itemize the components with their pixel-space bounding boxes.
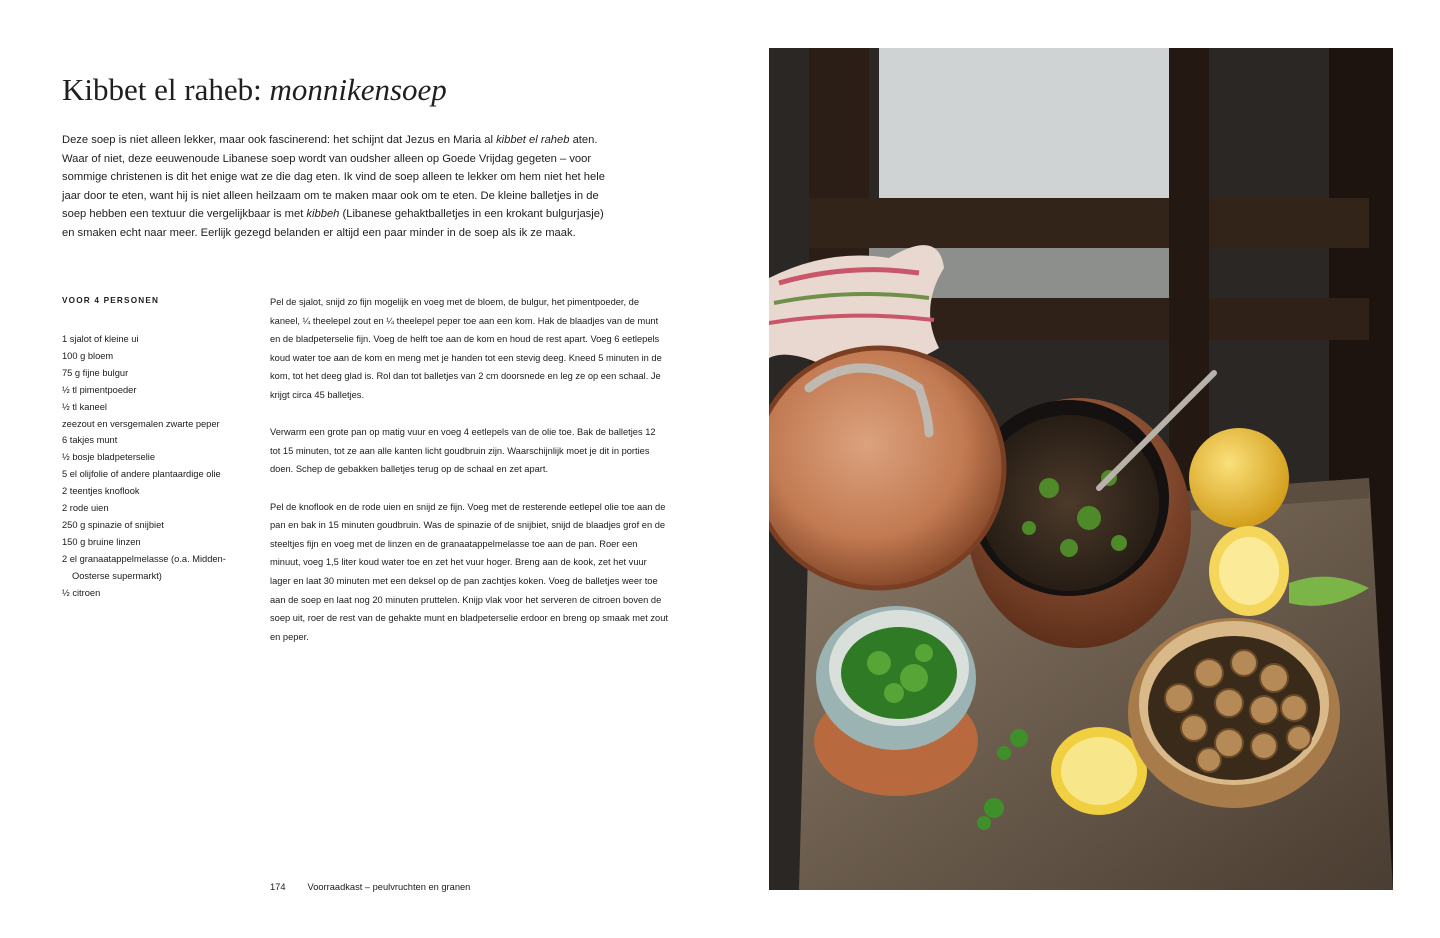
- ingredient-list: [62, 331, 252, 602]
- page-number: 174: [270, 882, 286, 892]
- intro-text: Deze soep is niet alleen lekker, maar ook fascinerend: het schijnt dat Jezus en Maria al: [62, 134, 497, 146]
- ingredient-item: 2 rode uien: [62, 503, 109, 514]
- intro-emphasis: kibbet el raheb: [496, 134, 570, 146]
- method-step: Pel de sjalot, snijd zo fijn mogelijk en voeg met de bloem, de bulgur, het pimentpoeder, de kaneel, ¼ theelepel zout en ¼ theelepel peper toe aan een kom. Hak de blaadjes van de munt en de bladpeterselie fijn. Voeg de helft toe aan de kom en houd de rest apart. Voeg 6 eetlepels koud water toe aan de kom en meng met je handen tot een stevig deeg. Kneed 5 minuten in de kom, tot het deeg glad is. Rol dan tot balletjes van 2 cm doorsnede en leg ze op een schaal. Je krijgt circa 45 balletjes.: [270, 297, 662, 400]
- recipe-title-main: Kibbet el raheb:: [62, 72, 262, 107]
- ingredient-item: 2 el granaatappelmelasse (o.a. Midden-Oosterse supermarkt): [62, 553, 226, 581]
- section-name: Voorraadkast – peulvruchten en granen: [307, 882, 471, 892]
- method-step: Verwarm een grote pan op matig vuur en voeg 4 eetlepels van de olie toe. Bak de balletjes 12 tot 15 minuten, tot ze aan alle kanten licht goudbruin zijn. Waarschijnlijk moet je dit in porties doen. Schep de gebakken balletjes terug op de schaal en zet apart.: [270, 427, 656, 475]
- method-step: Pel de knoflook en de rode uien en snijd ze fijn. Voeg met de resterende eetlepel olie toe aan de pan en bak in 15 minuten goudbruin. Was de spinazie of de snijbiet, snijd de blaadjes grof en de steeltjes fijn en voeg met de linzen en de granaatappelmelasse toe aan de pan. Roer een minuut, voeg 1,5 liter koud water toe en zet het vuur hoger. Breng aan de kook, zet het vuur lager en laat 30 minuten met een deksel op de pan zachtjes koken. Voeg de balletjes weer toe aan de soep en laat nog 20 minuten pruttelen. Knijp vlak voor het serveren de citroen boven de soep uit, roer de rest van de gehakte munt en bladpeterselie erdoor en breng op smaak met zout en peper.: [270, 501, 668, 642]
- serving-size: VOOR 4 PERSONEN: [62, 296, 160, 305]
- soup-photo: [769, 48, 1393, 890]
- ingredient-item: 100 g bloem: [62, 350, 114, 361]
- ingredient-item: 5 el olijfolie of andere plantaardige olie: [62, 469, 221, 480]
- ingredient-item: 2 teentjes knoflook: [62, 486, 140, 497]
- recipe-title: [62, 70, 447, 110]
- intro-emphasis: kibbeh: [306, 208, 340, 221]
- ingredient-item: ½ bosje bladpeterselie: [62, 452, 156, 463]
- ingredient-item: 250 g spinazie of snijbiet: [62, 519, 164, 530]
- page-footer: [270, 880, 470, 894]
- ingredients-column: [62, 294, 252, 602]
- recipe-subtitle: monnikensoep: [269, 72, 447, 107]
- ingredient-item: ½ tl pimentpoeder: [62, 384, 137, 395]
- ingredient-item: 6 takjes munt: [62, 435, 118, 446]
- ingredient-item: 75 g fijne bulgur: [62, 367, 129, 378]
- intro-text: aten. Waar of niet, deze eeuwenoude Libanese soep wordt van oudsher alleen op Goede Vrijdag gegeten – voor sommige christenen is dit het enige wat ze die dag eten. Ik vind de soep alleen te lekker om hem niet het hele jaar door te eten, want hij is niet alleen heilzaam om te maken maar ook om te eten. De kleine balletjes in de soep hebben een textuur die vergelijkbaar is met: [62, 134, 605, 221]
- ingredient-item: 150 g bruine linzen: [62, 536, 141, 547]
- intro-text: (Libanese gehaktballetjes in een krokant bulgurjasje) en smaken echt naar meer. Eerlijk gezegd belanden er altijd een paar minder in de soep als ik ze maak.: [62, 208, 604, 239]
- ingredient-item: ½ citroen: [62, 587, 101, 598]
- ingredient-item: ½ tl kaneel: [62, 401, 107, 412]
- intro-paragraph: [62, 131, 610, 243]
- ingredient-item: 1 sjalot of kleine ui: [62, 334, 139, 344]
- ingredient-item: zeezout en versgemalen zwarte peper: [62, 418, 220, 429]
- method-column: [270, 293, 668, 665]
